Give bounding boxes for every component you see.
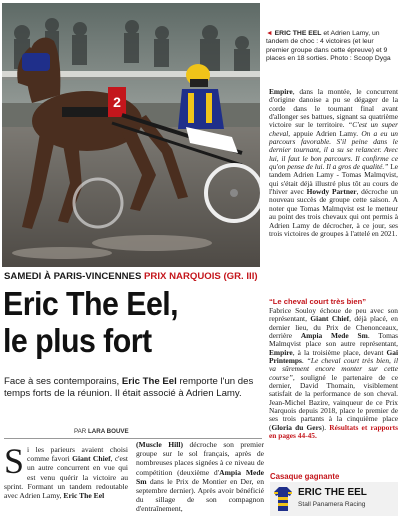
race-photo-illustration — [2, 3, 260, 267]
caption-arrow-icon: ◄ — [266, 30, 273, 37]
rcol2-text-7: ). — [321, 422, 327, 432]
kicker-race: PRIX NARQUOIS (GR. III) — [144, 271, 258, 282]
divider — [4, 438, 262, 439]
rcol-quote-2: On a eu un parcours favorable. S'il peine dans le dernier tournant, il a su se relancer. Avec lui, il faut le bon parcours. Il confirme ce qu'on pense de lui. Il a gros de qualité.” — [269, 128, 398, 172]
name-ampia-mede-sm: Ampia Mede Sm — [300, 331, 368, 341]
rcol2-quote: “Le cheval court très bien, il va sûrement encore monter sur cette course” — [269, 356, 398, 382]
col2-text-1: décroche son premier groupe sur le sol français, après de nombreuses places signées à ce niveau de compétition (deuxième d' — [136, 440, 264, 477]
col1-giant-chief: Giant Chief — [72, 454, 111, 464]
photo-caption — [266, 30, 396, 63]
rcol2-text-2: , déjà placé, en dernier lieu, du Prix de Chenonceaux, derrière — [269, 314, 398, 341]
lead-text-1: Face à ses contemporains, — [4, 376, 120, 387]
byline — [74, 428, 129, 435]
rcol2-text-4: , à la troisième place, devant — [292, 347, 384, 357]
headline-line-2: le plus fort — [3, 322, 152, 359]
lead-paragraph — [4, 376, 262, 400]
name-gloria-du-gers: Gloria du Gers — [271, 422, 322, 432]
byline-prefix: PAR — [74, 428, 87, 435]
col2-ampia-mede-sm: Ampia Mede Sm — [136, 467, 264, 486]
caption-horse: ERIC THE EEL — [274, 30, 322, 37]
kicker-text: SAMEDI À PARIS-VINCENNES — [4, 271, 142, 282]
article-column-2 — [136, 440, 264, 514]
rcol-text-4: , décroche un nouveau succès de groupe cette saison. A noter que Tomas Malmqvist est le metteur au point des trois chevaux qui ont permis à Adrien Lamy de décrocher, à ce jour, ses trois victoires de groupes à l'attelé en 2021. — [269, 187, 398, 238]
headline-line-1: Eric The Eel, — [3, 285, 179, 322]
rcol2-text-3: . Tomas Malmqvist place son autre représentant, — [269, 331, 398, 349]
rcol2-text-6: , souligné le partenaire de ce dernier, David Thomain, visiblement satisfait de la performance de son cheval. Jean-Michel Bazire, vainqueur de ce Prix Narquois depuis 2018, place le premier de ses trois partants à la cinquième place ( — [269, 372, 398, 432]
name-howdy-partner: Howdy Partner — [306, 187, 357, 197]
casaque-label: Casaque gagnante — [270, 472, 340, 481]
results-link[interactable]: Résultats et rapports en pages 44-45. — [269, 422, 398, 441]
name-empire-2: Empire — [269, 347, 293, 357]
casaque-stable: Stall Panamera Racing — [298, 501, 366, 508]
name-empire: Empire — [269, 87, 293, 96]
rcol-text-3: Le tandem Adrien Lamy - Tomas Malmqvist, qui s'était déjà illustré plus tôt au cours de l'hiver avec — [269, 162, 398, 197]
lead-horse: Eric The Eel — [121, 376, 177, 387]
rcol-text-2: appuie Adrien Lamy. — [293, 128, 359, 138]
rcol2-text-1: Fabrice Souloy échoue de peu avec son représentant, — [269, 306, 398, 324]
name-gai-printemps: Gai Printemps — [269, 347, 398, 366]
article-column-1 — [4, 441, 128, 501]
col1-eric-the-eel: Eric The Eel — [63, 491, 105, 501]
dropcap: S — [4, 441, 25, 481]
headline — [3, 285, 244, 359]
right-column-text-2 — [269, 307, 398, 441]
jockey-silk-icon — [273, 486, 293, 512]
subhead: “Le cheval court très bien” — [269, 297, 367, 306]
rcol-text-1: , dans la montée, le concurrent d'origine danoise a pu se dégager de la corde dans le tournant final avant d'allonger ses battues, signant sa quatrième victoire sur le territoire. — [269, 87, 398, 130]
col1-text-2: , c'est un autre concurrent en vue qui est venu quérir la victoire au sprint. Formant un tandem redoutable avec Adrien Lamy, — [4, 454, 128, 501]
right-column-text — [269, 88, 398, 238]
race-photo — [2, 3, 260, 267]
caption-text: et Adrien Lamy, un tandem de choc : 4 victoires (et leur premier groupe dans cette épreuve) et 9 places en 18 sorties. — [266, 30, 388, 62]
casaque-horse-name: ERIC THE EEL — [298, 487, 367, 498]
kicker — [4, 271, 258, 282]
byline-author: LARA BOUVE — [88, 428, 129, 435]
rcol-quote-1: “C'est un super cheval, — [269, 120, 399, 138]
caption-credit: Photo : Scoop Dyga — [330, 54, 391, 62]
col2-text-2: dans le Prix de Montier en Der, en septembre dernier). Après avoir bénéficié du sillage de son compagnon d'entraînement, — [136, 476, 264, 514]
casaque-box — [270, 482, 398, 516]
saddlecloth-number: 2 — [113, 94, 121, 110]
col2-muscle-hill: (Muscle Hill) — [136, 440, 183, 449]
col1-text-1: i les parieurs avaient choisi comme favori — [27, 445, 128, 464]
rcol2-text-5: . — [301, 356, 304, 366]
name-giant-chief: Giant Chief — [310, 314, 350, 324]
lead-text-2: remporte l'un des temps forts de la réunion. Il était associé à Adrien Lamy. — [4, 376, 254, 399]
